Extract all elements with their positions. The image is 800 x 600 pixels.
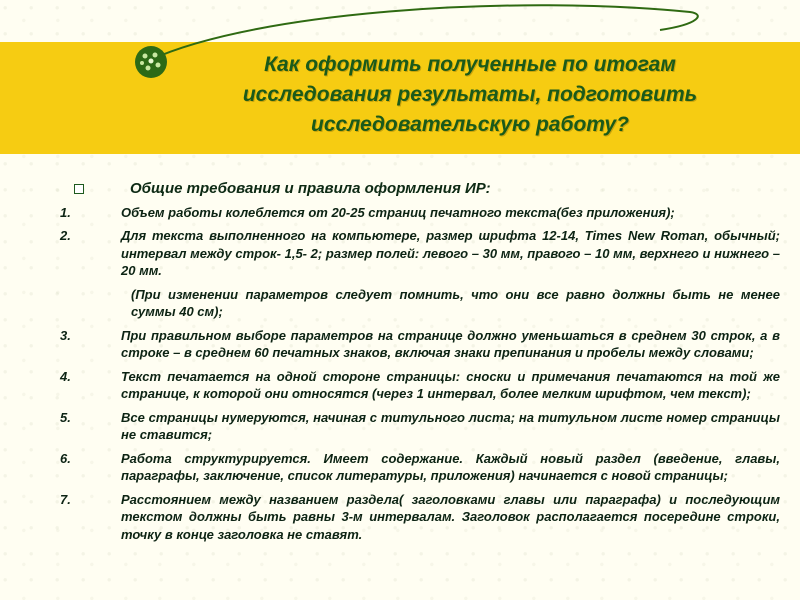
list-item-4 bbox=[60, 368, 780, 403]
list-item-6 bbox=[60, 450, 780, 485]
item-number: 5. bbox=[60, 409, 71, 425]
heading-row bbox=[60, 180, 780, 198]
item-number: 7. bbox=[60, 491, 71, 507]
slide-title: Как оформить полученные по итогам исследования результаты, подготовить исследовательскую работу? bbox=[242, 53, 698, 136]
item-number: 6. bbox=[60, 450, 71, 466]
note-text: (При изменении параметров следует помнить, что они все равно должны быть не менее суммы 40 см); bbox=[131, 286, 780, 319]
section-heading: Общие требования и правила оформления ИР: bbox=[130, 180, 491, 197]
item-text: При правильном выборе параметров на странице должно уменьшаться в среднем 30 строк, а в строке – в среднем 60 печатных знаков, включая знаки препинания и пробелы между словами; bbox=[121, 327, 780, 360]
item-number: 3. bbox=[60, 327, 71, 343]
item-text: Работа структурируется. Имеет содержание. Каждый новый раздел (введение, главы, параграфы, заключение, список литературы, приложения) начинается с новой страницы; bbox=[121, 450, 780, 483]
list-item-7 bbox=[60, 491, 780, 544]
item-text: Расстоянием между названием раздела( заголовками главы или параграфа) и последующим текстом должны быть равны 3-м интервалам. Заголовок располагается посередине строки, точку в конце заголовка не ставят. bbox=[121, 491, 780, 542]
list-item-5 bbox=[60, 409, 780, 444]
molecule-logo-icon bbox=[133, 44, 169, 80]
list-item-3 bbox=[60, 327, 780, 362]
checkbox-bullet-icon bbox=[74, 184, 84, 194]
list-item-1 bbox=[60, 204, 780, 222]
item-text: Для текста выполненного на компьютере, размер шрифта 12-14, Times New Roman, обычный; интервал между строк- 1,5- 2; размер полей: левого – 30 мм, правого – 10 мм, верхнего и нижнего – 20 мм. bbox=[121, 228, 780, 278]
item-number: 4. bbox=[60, 368, 71, 384]
item-number: 1. bbox=[60, 204, 71, 220]
content-area bbox=[60, 180, 780, 549]
list-item-2 bbox=[60, 227, 780, 280]
item-text: Все страницы нумеруются, начиная с титульного листа; на титульном листе номер страницы не ставится; bbox=[121, 409, 780, 442]
item-number: 2. bbox=[60, 228, 71, 243]
item-text: Текст печатается на одной стороне страницы: сноски и примечания печатаются на той же странице, к которой они относятся (через 1 интервал, более мелким шрифтом, чем текст); bbox=[121, 368, 780, 401]
item-text: Объем работы колеблется от 20-25 страниц печатного текста(без приложения); bbox=[121, 204, 675, 220]
